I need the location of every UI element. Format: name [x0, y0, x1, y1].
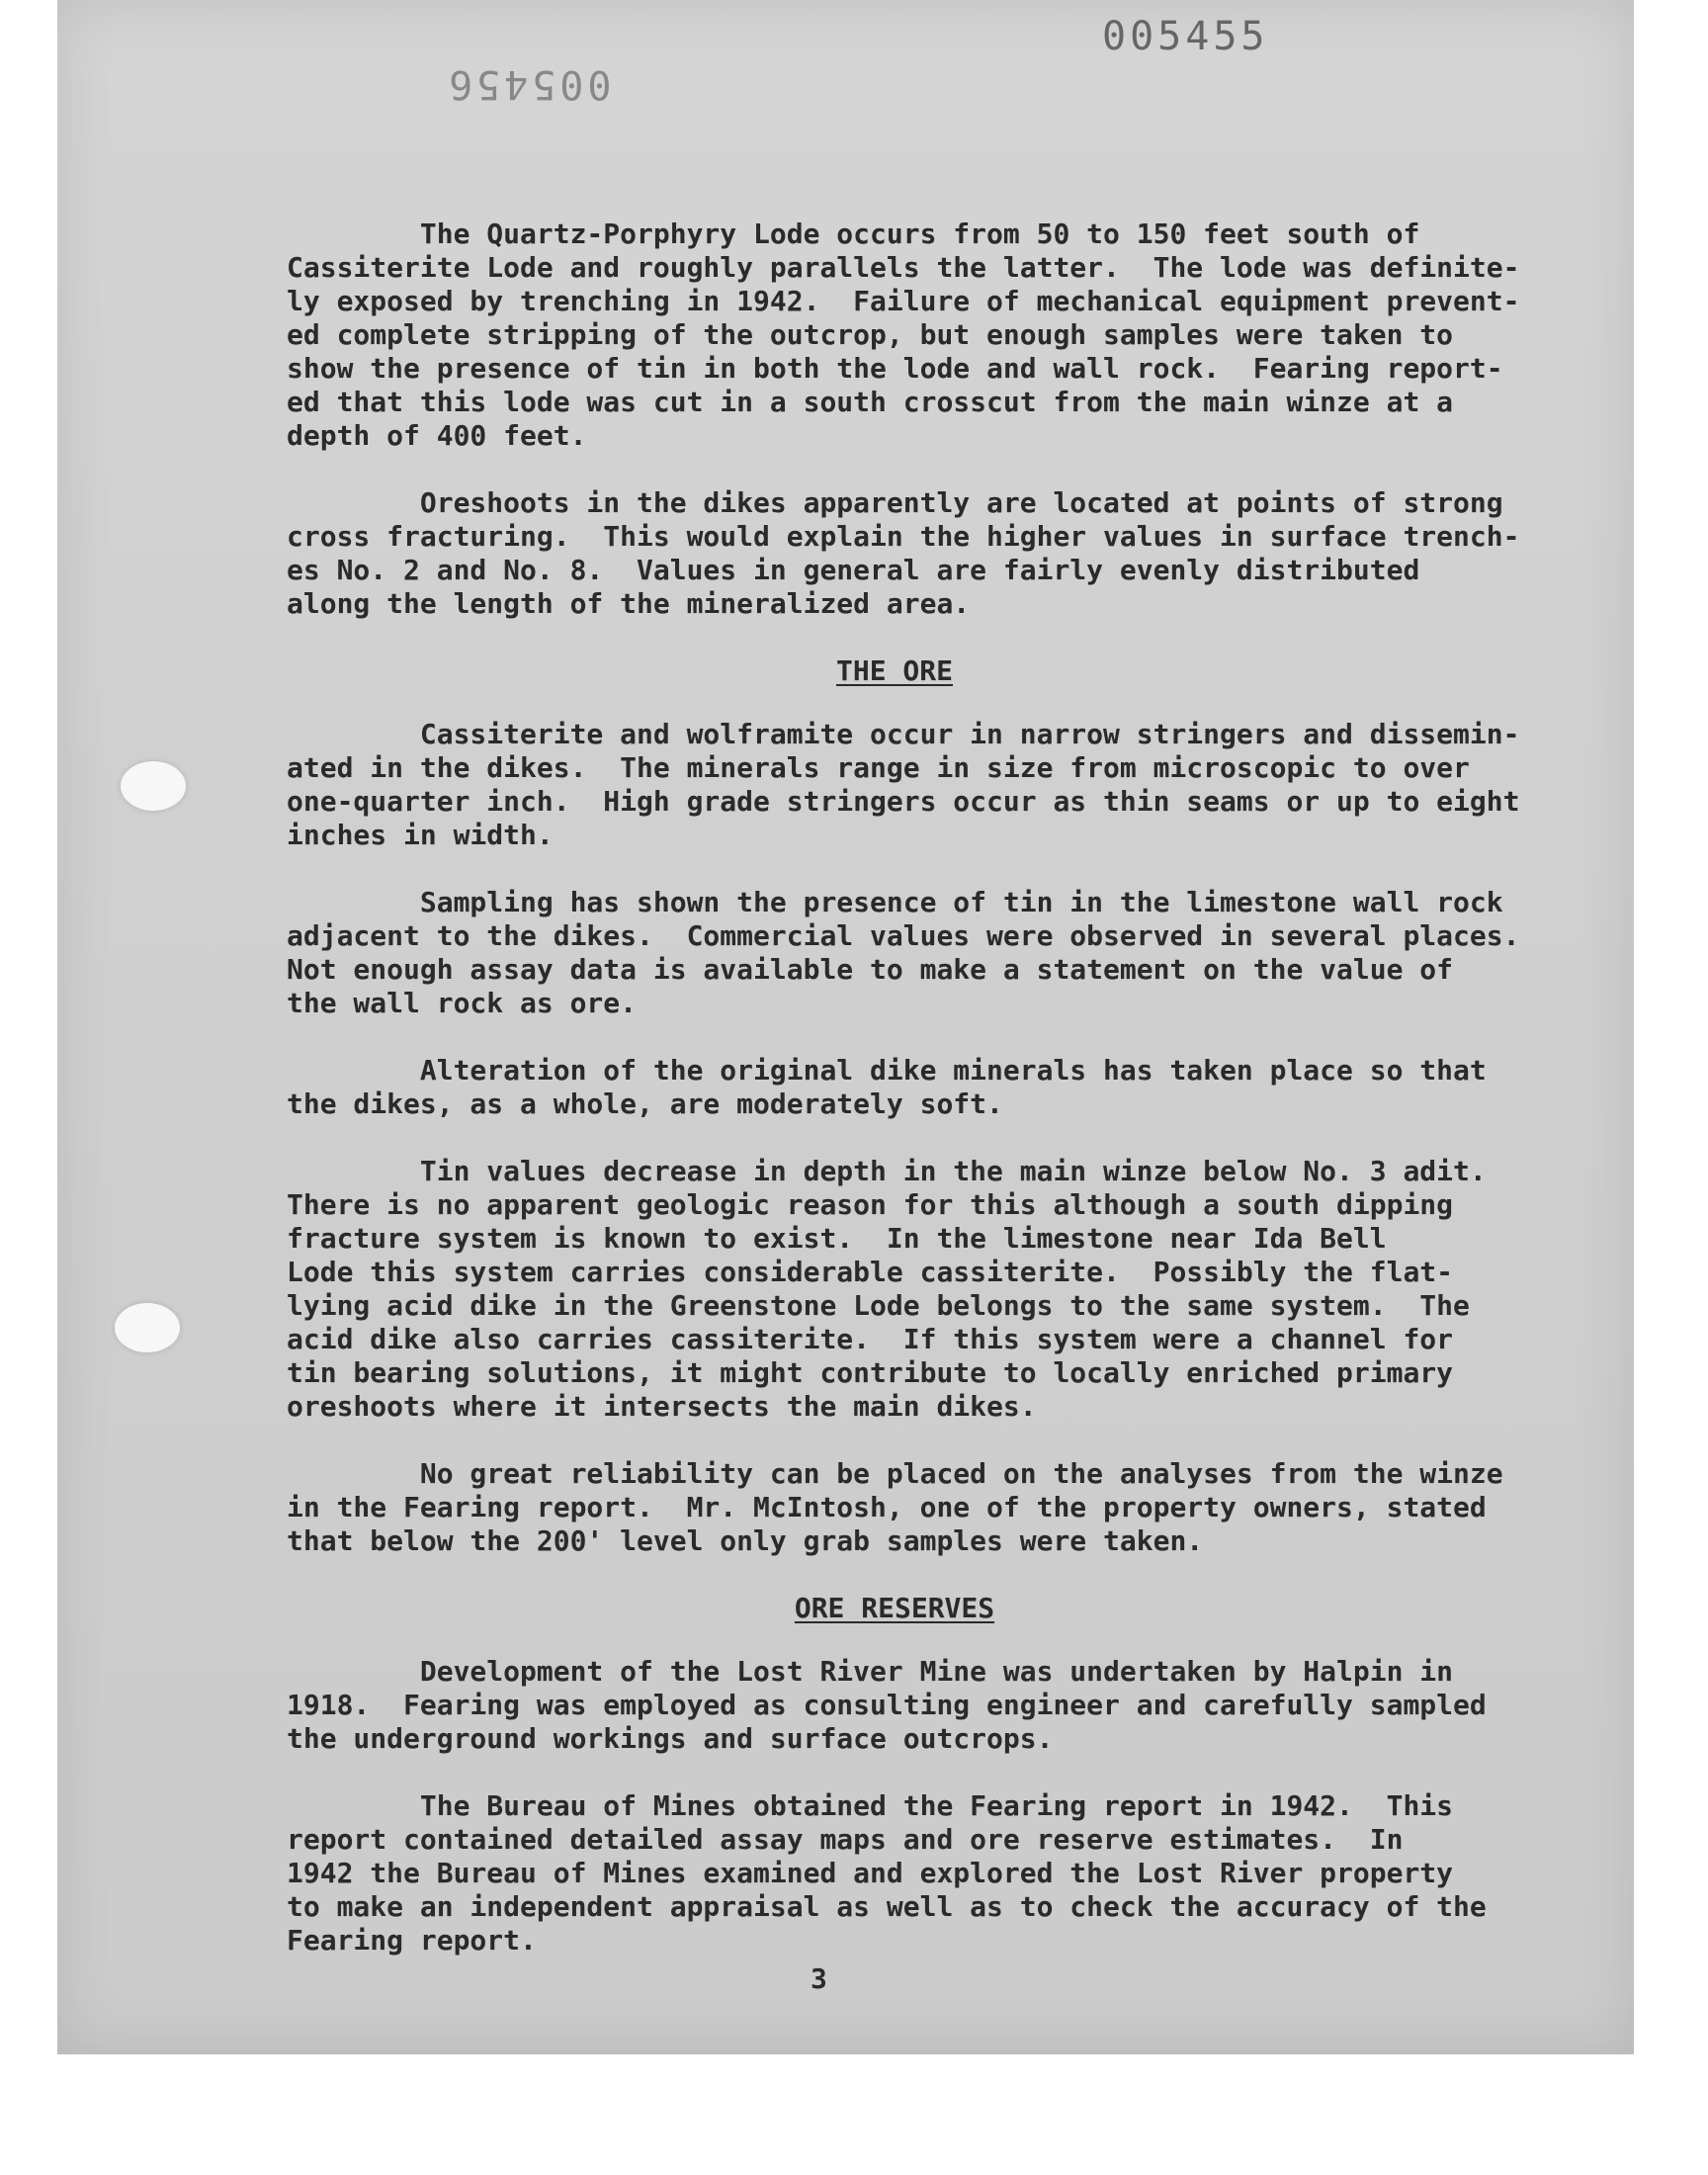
page-number: 3	[811, 1962, 827, 1995]
paragraph-bureau-of-mines: The Bureau of Mines obtained the Fearing report in 1942. This report contained detailed assay maps and ore reserve estimates. In 1942 the Bureau of Mines examined and explored the Lost River property to make an independent appraisal as well as to check the accuracy of the Fearing report.	[287, 1789, 1487, 1957]
paragraph-tin-values: Tin values decrease in depth in the main winze below No. 3 adit. There is no apparent geologic reason for this although a south dipping fracture system is known to exist. In the limestone near Ida Bell Lode this system carries considerable cassiterite. Possibly the flat- lying acid dike in the Greenstone Lode belongs to the same system. The acid dike also carries cassiterite. If this system were a channel for tin bearing solutions, it might contribute to locally enriched primary oreshoots where it intersects the main dikes.	[287, 1155, 1487, 1423]
paragraph-alteration: Alteration of the original dike minerals has taken place so that the dikes, as a whole, are moderately soft.	[287, 1054, 1487, 1120]
paragraph-oreshoots: Oreshoots in the dikes apparently are located at points of strong cross fracturing. This would explain the higher values in surface trench- es No. 2 and No. 8. Values in general are fairly evenly distributed along the length of the mineralized area.	[287, 486, 1520, 620]
section-heading-ore-reserves: ORE RESERVES	[794, 1592, 995, 1624]
paragraph-quartz-porphyry-lode: The Quartz-Porphyry Lode occurs from 50 to 150 feet south of Cassiterite Lode and roughly parallels the latter. The lode was definite- ly exposed by trenching in 1942. Failure of mechanical equipment prevent- ed complete stripping of the outcrop, but enough samples were taken to show the presence of tin in both the lode and wall rock. Fearing report- ed that this lode was cut in a south crosscut from the main winze at a depth of 400 feet.	[287, 218, 1520, 452]
paragraph-cassiterite: Cassiterite and wolframite occur in narrow stringers and dissemin- ated in the dikes. The minerals range in size from microscopic to over one-quarter inch. High grade stringers occur as thin seams or up to eight inches in width.	[287, 718, 1520, 851]
paragraph-development: Development of the Lost River Mine was undertaken by Halpin in 1918. Fearing was employed as consulting engineer and carefully sampled the underground workings and surface outcrops.	[287, 1655, 1487, 1755]
document-body	[287, 218, 1522, 1991]
punch-hole-lower	[115, 1303, 180, 1352]
document-number-stamp: 005455	[1102, 14, 1269, 59]
punch-hole-upper	[121, 761, 186, 811]
paragraph-reliability: No great reliability can be placed on the analyses from the winze in the Fearing report. Mr. McIntosh, one of the property owners, stated that below the 200' level only grab samples were taken.	[287, 1457, 1503, 1557]
paragraph-sampling: Sampling has shown the presence of tin in the limestone wall rock adjacent to the dikes. Commercial values were observed in several places. Not enough assay data is available to make a statement on the value of the wall rock as ore.	[287, 886, 1520, 1019]
section-heading-the-ore: THE ORE	[835, 654, 953, 687]
page-bottom-edge	[57, 2051, 1634, 2054]
inverted-document-number-stamp: 005456	[445, 61, 612, 107]
